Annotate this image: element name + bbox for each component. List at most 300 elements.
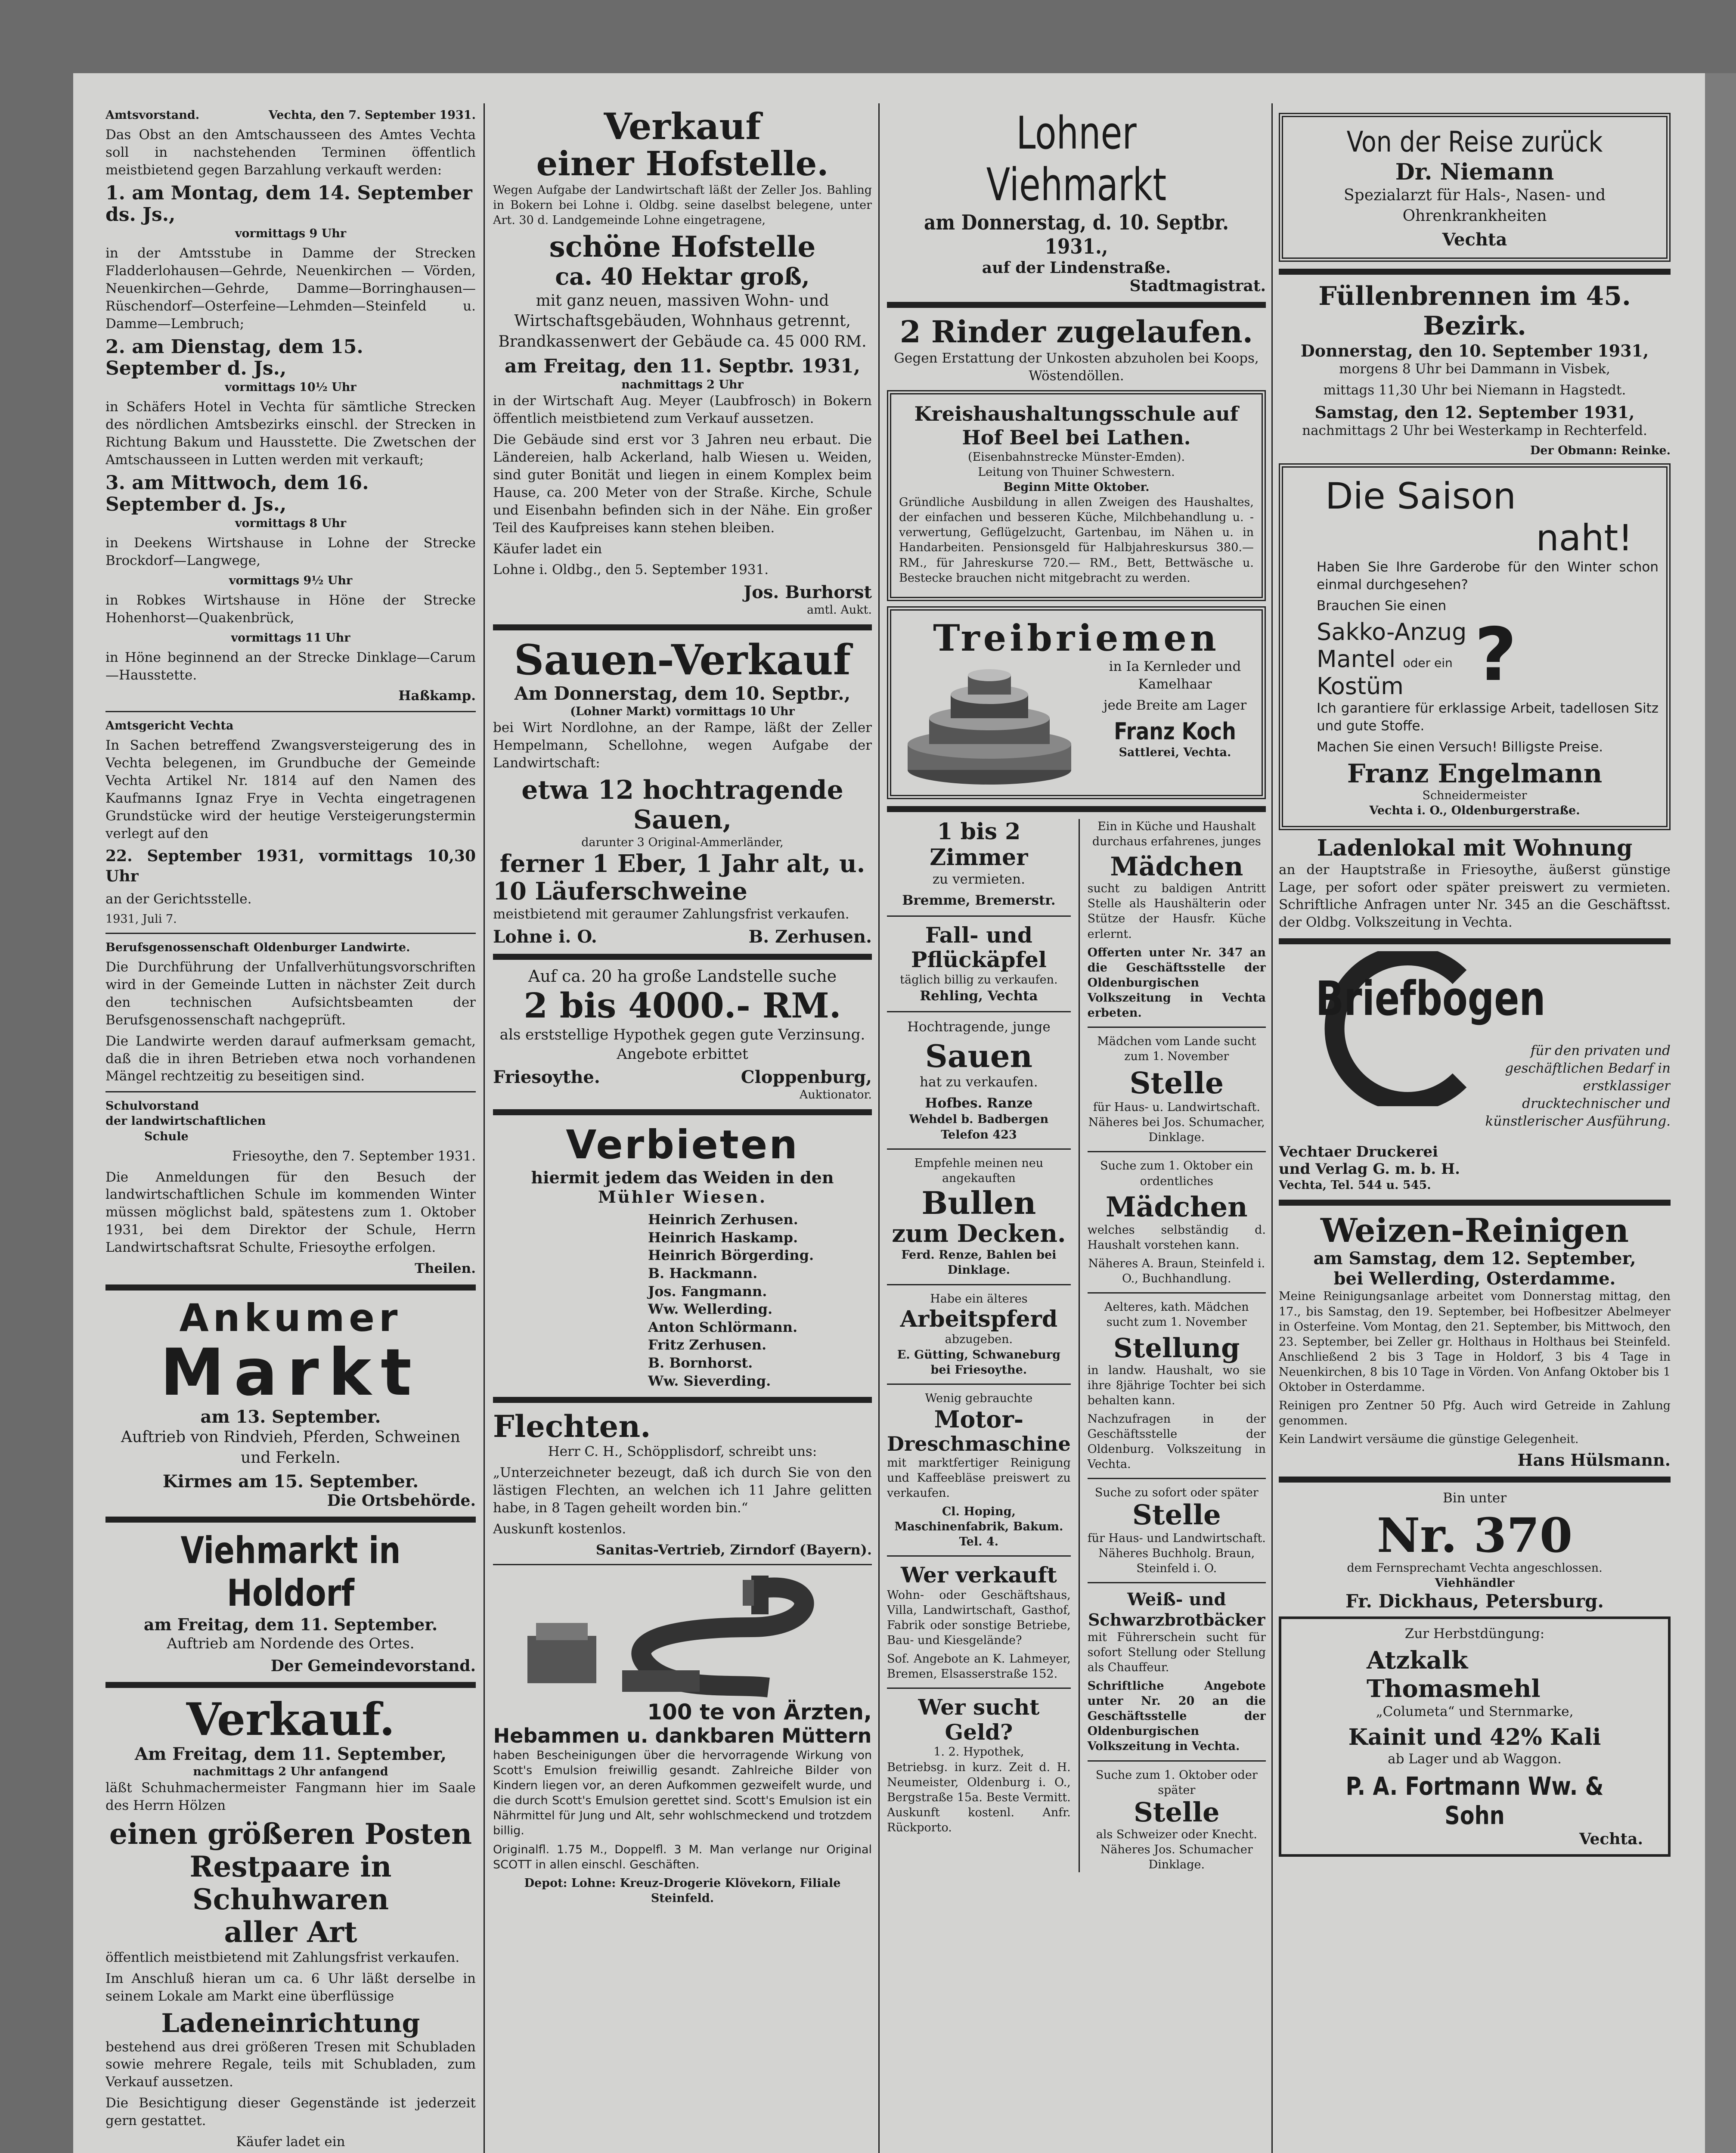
column-2 [493, 108, 872, 2153]
ad-text: für Haus- und Landwirtschaft. [1087, 1531, 1266, 1545]
ad-sub: ab Lager und ab Waggon. [1388, 1751, 1562, 1767]
ad-place: Vechta [1442, 230, 1507, 250]
ad-date: am Samstag, dem 12. September, [1313, 1248, 1636, 1269]
ad-big: ca. 40 Hektar groß, [555, 262, 810, 290]
notice-heading: der landwirtschaftlichen [105, 1114, 266, 1128]
ad-title: Verkauf [604, 108, 761, 148]
item: Kostüm [1317, 672, 1404, 700]
ad-date: Samstag, den 12. September 1931, [1314, 403, 1635, 422]
ad-zimmer [887, 819, 1071, 909]
ad-briefbogen [1279, 951, 1671, 1193]
divider [105, 1284, 476, 1291]
signature: Der Gemeindevorstand. [270, 1657, 476, 1675]
notice-text: Das Obst an den Amtschausseen des Amtes Vechta soll in nachstehenden Terminen öffentlich meistbietend gegen Barzahlung verkauft werden: [105, 127, 476, 178]
ad-text: Betriebsg. in kurz. Zeit d. H. Neumeister, Oldenburg i. O., Bergstraße 15a. Beste Vermitt. Auskunft kostenl. Anfr. Rückporto. [887, 1760, 1071, 1834]
ad-sub: 1. 2. Hypothek, [933, 1745, 1024, 1759]
ad-big: Sauen [925, 1038, 1032, 1075]
ad-text: morgens 8 Uhr bei Dammann in Visbek, [1339, 361, 1610, 377]
ad-big: 10 Läuferschweine [493, 877, 747, 906]
ad-niemann [1279, 113, 1671, 262]
ad-stelle-3 [1088, 1768, 1266, 1873]
divider [1088, 1292, 1266, 1294]
notice-text: Die Durchführung der Unfallverhütungsvorschriften wird in der Gemeinde Lutten in nächster Zeit durch den technischen Aufsichtsbeamten der Berufsgenossenschaft nachgeprüft. [105, 959, 476, 1028]
ad-title: Füllenbrennen im 45. Bezirk. [1318, 281, 1631, 341]
ad-text: Käufer ladet ein [493, 541, 602, 557]
ad-sub: Schneidermeister [1422, 788, 1527, 802]
signature: Fr. Dickhaus, Petersburg. [1345, 1591, 1604, 1612]
ad-time: nachmittags 2 Uhr [621, 378, 744, 392]
divider [493, 1109, 872, 1115]
ad-name: P. A. Fortmann Ww. & Sohn [1345, 1771, 1604, 1830]
ad-big: 2 bis 4000.- RM. [524, 985, 841, 1026]
ad-big: Stelle [1132, 1499, 1221, 1532]
belt-roll-icon [899, 658, 1088, 787]
name-list-item: B. Hackmann. [648, 1265, 758, 1282]
ad-text: bestehend aus drei größeren Tresen mit Schubladen sowie mehrere Regale, teils mit Schubladen, zum Verkauf aussetzen. [105, 2039, 476, 2090]
ad-big: Stellung [1113, 1332, 1240, 1364]
ad-text: jede Breite am Lager [1103, 697, 1247, 713]
column-4 [1279, 108, 1671, 2153]
notice-heading: Amtsvorstand. [105, 109, 200, 122]
ad-text: Brauchen Sie einen [1317, 598, 1447, 614]
ad-date: am Donnerstag, d. 10. Septbr. 1931., [924, 211, 1229, 259]
notice-date: Vechta, den 7. September 1931. [268, 109, 476, 122]
divider [1279, 1200, 1671, 1206]
ad-text: mit ganz neuen, massiven Wohn- und Wirtschaftsgebäuden, Wohnhaus getrennt, Brandkassenwert der Gebäude ca. 45 000 RM. [498, 292, 867, 351]
ad-big: Thomasmehl [1367, 1675, 1541, 1703]
ad-big: Dreschmaschine [887, 1432, 1071, 1455]
divider [1088, 1582, 1266, 1583]
term-time: vormittags 8 Uhr [235, 516, 347, 530]
ad-maedchen-2 [1088, 1158, 1266, 1286]
ad-addr: Bremme, Bremerstr. [902, 892, 1056, 908]
ad-text: Ein in Küche und Haushalt durchaus erfahrenes, junges [1092, 820, 1261, 849]
ad-place: Lohne i. O. [493, 926, 597, 947]
ad-dreschmaschine [887, 1391, 1071, 1550]
term-time: vormittags 9 Uhr [235, 227, 347, 240]
ad-text: für Haus- u. Landwirtschaft. [1093, 1101, 1260, 1114]
ad-text: mittags 11,30 Uhr bei Niemann in Hagstedt. [1323, 382, 1626, 398]
ad-text: dem Fernsprechamt Vechta angeschlossen. [1347, 1561, 1603, 1575]
signature: Cl. Hoping, Maschinenfabrik, Bakum. Tel. 4. [894, 1505, 1063, 1549]
column-3 [887, 108, 1266, 2153]
term-heading: 1. am Montag, dem 14. September ds. Js., [105, 182, 472, 226]
name-list [493, 1211, 872, 1390]
signature: Stadtmagistrat. [1129, 277, 1266, 295]
ad-big: Motor- [934, 1405, 1024, 1433]
ad-ladenlokal [1279, 835, 1671, 931]
ad-date: am 13. September. [200, 1407, 381, 1427]
divider [493, 624, 872, 630]
ad-text: Suche zum 1. Oktober ein ordentliches [1100, 1159, 1253, 1188]
ad-title: Verbieten [566, 1122, 799, 1168]
ad-sub: Sattlerei, Vechta. [1119, 745, 1231, 759]
divider [493, 1397, 872, 1403]
ad-text: Näheres Buchholg. Braun, Steinfeld i. O. [1098, 1546, 1255, 1576]
ad-text: läßt Schuhmachermeister Fangmann hier im Saale des Herrn Hölzen [105, 1780, 476, 1814]
ad-sub: Mühler Wiesen. [598, 1187, 767, 1207]
ad-arbeitspferd [887, 1291, 1071, 1377]
ad-lohner-viehmarkt [887, 108, 1266, 295]
divider [105, 1091, 476, 1092]
ad-text: Offerten unter Nr. 347 an die Geschäftsstelle der Oldenburgischen Volkszeitung in Vechta erbeten. [1087, 946, 1266, 1020]
ad-text: abzugeben. [945, 1333, 1013, 1346]
term-text: in der Amtsstube in Damme der Strecken Fladderlohausen—Gehrde, Neuenkirchen — Vörden, Neuenkirchen—Gehrde, Damme—Borringhausen—Rüschendorf—Osterfeine—Lehmden—Steinfeld u. Damme—Lembruch; [105, 245, 476, 332]
signature: amtl. Aukt. [806, 603, 872, 617]
ad-text: als Schweizer oder Knecht. [1096, 1827, 1257, 1841]
divider [105, 1517, 476, 1523]
ad-big: aller Art [224, 1915, 357, 1949]
ad-text: Ich garantiere für erklassige Arbeit, tadellosen Sitz und gute Stoffe. [1317, 700, 1658, 734]
ad-date: am Freitag, den 11. Septbr. 1931, [504, 355, 861, 378]
ad-stellung [1088, 1300, 1266, 1472]
ad-ankumer-markt [105, 1297, 476, 1510]
ad-text: Haben Sie Ihre Garderobe für den Winter schon einmal durchgesehen? [1317, 559, 1658, 593]
ad-place: Vechta. [1579, 1830, 1643, 1849]
ad-big: Atzkalk [1367, 1646, 1468, 1675]
ad-rinder [887, 315, 1266, 385]
divider [887, 1384, 1071, 1385]
ad-time: nachmittags 2 Uhr anfangend [193, 1765, 388, 1779]
ad-big: Schwarzbrotbäcker [1088, 1610, 1265, 1630]
ad-stelle-2 [1088, 1485, 1266, 1576]
term-heading: 2. am Dienstag, dem 15. September d. Js., [105, 335, 363, 380]
notice-text: In Sachen betreffend Zwangsversteigerung des in Vechta belegenen, im Grundbuche der Gemeinde Vechta Artikel Nr. 1814 auf den Namen des Kaufmanns Ignaz Frye in Vechta eingetragenen Grundstücke wird der heutige Versteigerungstermin verlegt auf den [105, 738, 476, 841]
ad-big: Weiß- und [1127, 1589, 1226, 1610]
ad-text: Originalfl. 1.75 M., Doppelfl. 3 M. Man verlange nur Original SCOTT in allen einschl. Geschäften. [493, 1843, 872, 1871]
ad-text: Auftrieb am Nordende des Ortes. [167, 1635, 415, 1653]
signature: Der Obmann: Reinke. [1530, 444, 1671, 457]
ad-text: in landw. Haushalt, wo sie ihre 8jährige Tochter bei sich behalten kann. [1087, 1363, 1266, 1407]
ad-text: öffentlich meistbietend mit Zahlungsfrist verkaufen. [105, 1949, 460, 1965]
ad-text: Auskunft kostenlos. [493, 1521, 626, 1537]
ad-text: Spezialarzt für Hals-, Nasen- und Ohrenkrankheiten [1343, 186, 1606, 225]
ad-title: 100 te von Ärzten, [647, 1699, 872, 1725]
ad-big: Ladeneinrichtung [161, 2008, 420, 2038]
ad-fuellenbrennen [1279, 282, 1671, 458]
divider [1279, 938, 1671, 944]
ad-text: Hochtragende, junge [907, 1019, 1051, 1035]
ad-text: Zur Herbstdüngung: [1404, 1626, 1545, 1642]
ad-big: schöne Hofstelle [549, 230, 816, 264]
ad-text: Im Anschluß hieran um ca. 6 Uhr läßt derselbe in seinem Lokale am Markt eine überflüssige [105, 1970, 476, 2004]
ad-text: täglich billig zu verkaufen. [900, 973, 1058, 987]
divider [493, 1564, 872, 1565]
notice-heading: Amtsgericht Vechta [105, 719, 234, 733]
divider [1279, 269, 1671, 275]
signature: Haßkamp. [398, 688, 476, 704]
ad-title: 2 Rinder zugelaufen. [899, 314, 1253, 350]
signature: Hofbes. Ranze [925, 1095, 1033, 1111]
ad-text: Näheres A. Braun, Steinfeld i. O., Buchhandlung. [1088, 1257, 1265, 1286]
name-list-item: Heinrich Zerhusen. [648, 1211, 798, 1228]
divider [887, 1148, 1071, 1150]
ad-text: Nachzufragen in der Geschäftsstelle der Oldenburg. Volkszeitung in Vechta. [1087, 1412, 1266, 1471]
ad-addr: Vechta i. O., Oldenburgerstraße. [1369, 803, 1580, 817]
ad-text: für den privaten und geschäftlichen Bedarf in erstklassiger drucktechnischer und künstlerischer Ausführung. [1485, 1043, 1671, 1129]
ad-big: zum Decken. [892, 1219, 1066, 1248]
ad-text: Machen Sie einen Versuch! Billigste Preise. [1317, 739, 1603, 755]
ad-text: Wohn- oder Geschäftshaus, Villa, Landwirtschaft, Gasthof, Fabrik oder sonstige Betriebe, Bau- und Kiesgelände? [887, 1588, 1071, 1647]
ad-name: Franz Engelmann [1347, 758, 1603, 789]
item: Mantel [1317, 645, 1396, 673]
ad-baecker [1088, 1589, 1266, 1754]
notice-text: Die Anmeldungen für den Besuch der landwirtschaftlichen Schule im kommenden Winter müssen möglichst bald, spätestens zum 1. Oktober 1931, bei dem Direktor der Schule, Herrn Landwirtschaftsrat Schulte, Friesoythe erfolgen. [105, 1169, 476, 1256]
divider [1088, 1760, 1266, 1762]
ad-title: Sauen-Verkauf [514, 636, 851, 685]
name-list-item: Jos. Fangmann. [648, 1283, 767, 1300]
ad-text: Habe ein älteres [930, 1292, 1028, 1306]
ad-title: Hebammen u. dankbaren Müttern [493, 1724, 872, 1747]
divider [493, 954, 872, 960]
ad-verbieten [493, 1122, 872, 1390]
name-list-item: Heinrich Haskamp. [648, 1229, 798, 1246]
ad-name: Franz Koch [1114, 717, 1236, 745]
term-text: in Robkes Wirtshause in Höne der Strecke Hohenhorst—Quakenbrück, [105, 592, 476, 626]
term-text: in Schäfers Hotel in Vechta für sämtliche Strecken des nördlichen Amtsbezirks einschl. der Strecken in Richtung Bakum und Hausstette. Die Zwetschen der Amtschausseen in Lutten werden mit verkauft; [105, 399, 476, 468]
ad-geld [887, 1695, 1071, 1835]
small-ads-right [1088, 819, 1266, 1872]
notice-date: 22. September 1931, vormittags 10,30 Uhr [105, 847, 476, 886]
ad-text: welches selbständig d. Haushalt vorstehen kann. [1087, 1223, 1266, 1252]
ad-title: Briefbogen [1315, 971, 1546, 1027]
ad-time: (Lohner Markt) vormittags 10 Uhr [570, 705, 795, 719]
ad-text: Bin unter [1442, 1490, 1507, 1506]
signature: B. Zerhusen. [748, 926, 872, 947]
ad-text: bei Wirt Nordlohne, an der Rampe, läßt der Zeller Hempelmann, Schellohne, wegen Aufgabe der Landwirtschaft: [493, 720, 872, 771]
name-list-item: B. Bornhorst. [648, 1355, 753, 1371]
ad-date: am Freitag, dem 11. September. [143, 1615, 438, 1635]
ad-text: Kein Landwirt versäume die günstige Gelegenheit. [1279, 1433, 1579, 1446]
signature: Theilen. [415, 1261, 476, 1277]
ad-date: Kirmes am 15. September. [162, 1471, 419, 1492]
ad-big: Stelle [1134, 1796, 1220, 1828]
ad-title: Viehmarkt in Holdorf [180, 1529, 401, 1615]
ad-text: sucht zu baldigen Antritt Stelle als Haushälterin oder Stütze der Hausfr. Küche erlernt. [1087, 882, 1266, 941]
ad-big: etwa 12 hochtragende Sauen, [521, 775, 843, 835]
notice-amtsvorstand [105, 108, 476, 705]
ad-text: Schriftliche Angebote unter Nr. 20 an die Geschäftsstelle der Oldenburgischen Volkszeitung in Vechta. [1087, 1679, 1266, 1753]
ad-text: Suche zu sofort oder später [1094, 1486, 1259, 1500]
divider [887, 1688, 1071, 1689]
ad-sub: „Columeta“ und Sternmarke, [1376, 1704, 1574, 1720]
ad-maedchen-1 [1088, 819, 1266, 1021]
ad-text: „Unterzeichneter bezeugt, daß ich durch Sie von den lästigen Flechten, an welchen ich 11 Jahre gelitten habe, in 8 Tagen geheilt worden bin.“ [493, 1465, 872, 1516]
newspaper-page [73, 73, 1705, 2153]
divider [105, 933, 476, 934]
ad-tel: Vechta, Tel. 544 u. 545. [1279, 1178, 1431, 1192]
ad-text: in der Wirtschaft Aug. Meyer (Laubfrosch) in Bokern öffentlich meistbietend zum Verkauf aussetzen. [493, 393, 872, 427]
scott-illustration [493, 1571, 872, 1700]
ad-text: hat zu verkaufen. [920, 1074, 1038, 1090]
ad-text: Auf ca. 20 ha große Landstelle suche [528, 966, 837, 986]
term-time: vormittags 11 Uhr [231, 631, 350, 645]
divider [105, 1682, 476, 1688]
notice-berufsgenossenschaft [105, 940, 476, 1085]
ad-title: Pflückäpfel [911, 947, 1047, 973]
ad-title: Weizen-Reinigen [1321, 1211, 1629, 1250]
ad-text: Reinigen pro Zentner 50 Pfg. Auch wird Getreide in Zahlung genommen. [1279, 1399, 1671, 1428]
ad-text: Näheres Jos. Schumacher Dinklage. [1100, 1843, 1253, 1872]
ad-big: einen größeren Posten [109, 1817, 472, 1851]
name-list-item: Ww. Sieverding. [648, 1372, 771, 1389]
ad-title: Ladenlokal mit Wohnung [1317, 835, 1633, 861]
signature: Jos. Burhorst [744, 582, 872, 603]
divider [887, 1555, 1071, 1557]
notice-heading: Schulvorstand [105, 1099, 199, 1113]
ad-title: Verkauf. [186, 1692, 395, 1746]
ad-text: Mädchen vom Lande sucht zum 1. November [1097, 1035, 1256, 1064]
ad-big: Mädchen [1110, 852, 1243, 882]
ad-text: Auftrieb von Rindvieh, Pferden, Schweinen und Ferkeln. [121, 1428, 460, 1467]
question-mark: ? [1474, 612, 1517, 698]
ad-wer-verkauft [887, 1563, 1071, 1681]
ad-text: Suche zum 1. Oktober oder später [1095, 1768, 1258, 1797]
signature: Hans Hülsmann. [1517, 1450, 1671, 1470]
ad-sauen-verkauf [493, 637, 872, 946]
ad-hofstelle [493, 108, 872, 617]
ad-sub: (Eisenbahnstrecke Münster-Emden). [967, 450, 1185, 464]
ad-kreishaushaltungsschule [887, 390, 1266, 601]
signature: Cloppenburg, [741, 1067, 872, 1088]
signature: Telefon 423 [941, 1128, 1017, 1142]
ad-text: haben Bescheinigungen über die hervorragende Wirkung von Scott's Emulsion freiwillig gesandt. Zahlreiche Bilder von Kindern liegen vor, an deren Aufkommen gezweifelt wurde, und die durch Scott's Emulsion gerettet sind. Scott's Emulsion ist ein Nährmittel für Jung und Alt, sehr wohlschmeckend und trotzdem billig. [493, 1748, 872, 1838]
notice-heading: Berufsgenossenschaft Oldenburger Landwirte. [105, 940, 410, 954]
name-list-item: Anton Schlörmann. [648, 1318, 798, 1335]
notice-text: Die Landwirte werden darauf aufmerksam gemacht, daß die in ihren Betrieben etwa noch vorhandenen Mängel rechtzeitig zu beseitigen sind. [105, 1033, 476, 1084]
ad-text: an der Hauptstraße in Friesoythe, äußerst günstige Lage, per sofort oder später preiswert zu vermieten. Schriftliche Anfragen unter Nr. 345 an die Geschäftsst. der Oldbg. Volkszeitung in Vechta. [1279, 862, 1671, 931]
ad-text: darunter 3 Original-Ammerländer, [581, 835, 784, 849]
ad-date: Am Freitag, dem 11. September, [134, 1744, 447, 1765]
divider [887, 806, 1266, 812]
ad-title: Lohner Viehmarkt [986, 108, 1167, 211]
signature: Rehling, Vechta [920, 988, 1038, 1004]
name-list-item: Fritz Zerhusen. [648, 1337, 767, 1353]
notice-schulvorstand [105, 1098, 476, 1278]
name-list-item: Heinrich Börgerding. [648, 1247, 814, 1264]
signature: Ferd. Renze, Bahlen bei Dinklage. [901, 1248, 1057, 1277]
divider [105, 711, 476, 712]
ad-title: Die Saison [1325, 475, 1516, 518]
ad-flechten [493, 1410, 872, 1558]
ad-text: Wegen Aufgabe der Landwirtschaft läßt der Zeller Jos. Bahling in Bokern bei Lohne i. Oldbg. seine daselbst belegene, unter Art. 30 d. Landgemeinde Lohne eingetragene, [493, 183, 872, 227]
term-time: vormittags 10½ Uhr [225, 380, 356, 394]
ad-verkauf-schuhe [105, 1692, 476, 2153]
ad-sub: Beginn Mitte Oktober. [1003, 481, 1150, 494]
ad-place: bei Wellerding, Osterdamme. [1333, 1269, 1616, 1289]
ad-date: Donnerstag, den 10. September 1931, [1300, 341, 1649, 361]
divider [887, 302, 1266, 308]
small-ads-grid [887, 819, 1266, 1872]
item: Sakko-Anzug [1317, 618, 1467, 645]
ad-text: nachmittags 2 Uhr bei Westerkamp in Rechterfeld. [1302, 423, 1647, 439]
ad-title: Ankumer [179, 1295, 402, 1340]
ad-title: Kreishaushaltungsschule auf [914, 402, 1239, 425]
ad-text: meistbietend mit geraumer Zahlungsfrist verkaufen. [493, 906, 849, 922]
ad-text: Aelteres, kath. Mädchen sucht zum 1. November [1104, 1300, 1249, 1329]
ad-landstelle [493, 967, 872, 1103]
ad-bullen [887, 1156, 1071, 1278]
ad-stelle-1 [1088, 1034, 1266, 1145]
ad-big: Restpaare in Schuhwaren [189, 1850, 392, 1917]
ad-title: naht! [1536, 516, 1633, 559]
ad-title: Wer sucht Geld? [918, 1694, 1040, 1745]
ad-text: oder ein [1403, 655, 1453, 670]
ad-text: Herr C. H., Schöpplisdorf, schreibt uns: [548, 1444, 817, 1460]
term-heading: 3. am Mittwoch, dem 16. September d. Js., [105, 472, 369, 516]
notice-heading: Schule [144, 1129, 189, 1143]
ad-text: Gründliche Ausbildung in allen Zweigen des Haushaltes, der einfachen und besseren Küche, Milchbehandlung u. -verwertung, Geflügelzucht, Gartenbau, im Nähen u. in Handarbeiten. Pensionsgeld für Halbjahreskursus 380.— RM., für Jahreskurse 720.— RM., Bett, Bettwäsche u. Bestecke brauchen nicht mitgebracht zu werden. [899, 496, 1254, 585]
page-edge [1705, 73, 1736, 2153]
signature: Die Ortsbehörde. [327, 1492, 476, 1510]
ad-weizen-reinigen [1279, 1213, 1671, 1470]
ad-sub: Leitung von Thuiner Schwestern. [978, 465, 1175, 479]
ad-place: auf der Lindenstraße. [982, 259, 1171, 277]
ad-fallobst [887, 923, 1071, 1005]
signature: Sanitas-Vertrieb, Zirndorf (Bayern). [595, 1541, 872, 1558]
ad-nr-370 [1279, 1489, 1671, 1612]
divider [887, 1284, 1071, 1285]
ad-big: Mädchen [1105, 1191, 1248, 1223]
ad-text: Meine Reinigungsanlage arbeitet vom Donnerstag mittag, den 17., bis Samstag, den 19. September, bei Hofbesitzer Abelmeyer in Osterfeine. Vom Montag, den 21. September, bis Mittwoch, den 23. September, bei Zeller gr. Holthaus in Holthaus bei Steinfeld. Anschließend 2 bis 3 Tage in Holdorf, 3 bis 4 Tage in Neuenkirchen, 8 bis 10 Tage in Vörden. Von Anfang Oktober bis 1 Oktober in Osterdamme. [1279, 1290, 1671, 1394]
ad-title: Wer verkauft [900, 1562, 1057, 1588]
column-rule [878, 103, 880, 2153]
divider [887, 915, 1071, 917]
ad-text: mit Führerschein sucht für sofort Stellung oder Stellung als Chauffeur. [1087, 1630, 1266, 1674]
ad-text: Sof. Angebote an K. Lahmeyer, Bremen, Elsasserstraße 152. [887, 1652, 1071, 1681]
ad-title: einer Hofstelle. [536, 144, 829, 184]
divider [1088, 1027, 1266, 1028]
signature: Auktionator. [799, 1088, 872, 1102]
divider [1088, 1478, 1266, 1479]
ad-title: Flechten. [493, 1408, 651, 1445]
ad-die-saison [1279, 463, 1671, 830]
notice-text: an der Gerichtsstelle. [105, 891, 252, 907]
ad-title: 1 bis 2 Zimmer [930, 819, 1028, 871]
ad-title: Markt [160, 1335, 421, 1410]
column-rule [484, 103, 485, 2153]
name-list-item: Ww. Wellerding. [648, 1301, 773, 1318]
ad-name: Dr. Niemann [1395, 159, 1554, 186]
ad-text: Wenig gebrauchte [925, 1391, 1033, 1405]
ad-name: und Verlag G. m. b. H. [1279, 1160, 1460, 1178]
ad-depot: Depot: Lohne: Kreuz-Drogerie Klövekorn, Filiale Steinfeld. [524, 1876, 841, 1905]
ad-text: Die Besichtigung dieser Gegenstände ist jederzeit gern gestattet. [105, 2095, 476, 2129]
ad-text: zu vermieten. [932, 871, 1025, 887]
ad-holdorf [105, 1529, 476, 1675]
column-1 [105, 108, 476, 2153]
ad-big: Bullen [921, 1184, 1036, 1221]
ad-big: Nr. 370 [1376, 1508, 1573, 1564]
divider [1088, 1151, 1266, 1152]
ad-big: Arbeitspferd [900, 1306, 1058, 1332]
ad-scott-emulsion [493, 1571, 872, 1906]
signature: E. Gütting, Schwaneburg bei Friesoythe. [897, 1348, 1061, 1377]
ad-big: Stelle [1129, 1066, 1224, 1101]
signature: Wehdel b. Badbergen [909, 1113, 1049, 1126]
column-rule [1079, 819, 1080, 1872]
ad-sauen-klein [887, 1018, 1071, 1142]
small-ads-left [887, 819, 1071, 1872]
ad-treibriemen [887, 606, 1266, 799]
ad-big: Kainit und 42% Kali [1348, 1724, 1601, 1751]
column-rule [1271, 103, 1273, 2153]
ad-text: Die Gebäude sind erst vor 3 Jahren neu erbaut. Die Ländereien, halb Ackerland, halb Wiesen u. Weiden, sind guter Bonität und liegen in einem Komplex beim Hause, ca. 200 Meter von der Straße. Kirche, Schule und Eisenbahn befinden sich in der Nähe. Ein großer Teil des Kaufpreises kann stehen bleiben. [493, 432, 872, 536]
ad-atzkalk [1279, 1616, 1671, 1857]
ad-text: Gegen Erstattung der Unkosten abzuholen bei Koops, Wöstendöllen. [894, 350, 1259, 384]
ad-title: Treibriemen [933, 616, 1220, 659]
term-text: in Deekens Wirtshause in Lohne der Strecke Brockdorf—Langwege, [105, 535, 476, 568]
